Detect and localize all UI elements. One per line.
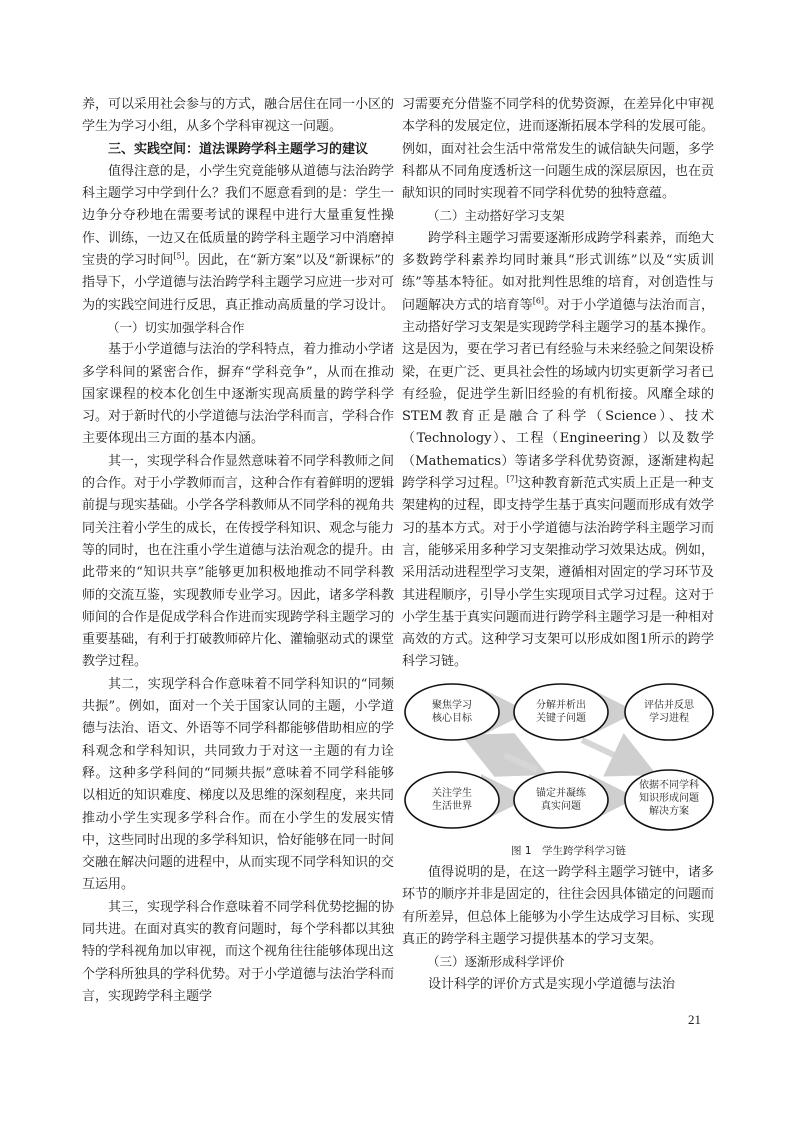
learning-chain-figure	[402, 680, 714, 836]
subsection-heading: （一）切实加强学科合作	[107, 319, 245, 335]
paragraph: 其三，实现学科合作意味着不同学科优势挖掘的协同共进。在面对真实的教育问题时，每个学科都以其独特的学科视角加以审视，而这个视角往往能够体现出这个学科所独具的学科优势。对于小学道德与法治学科而言，实现跨学科主题学	[82, 899, 395, 1004]
paragraph: 值得说明的是，在这一跨学科主题学习链中，诸多环节的顺序并非是固定的，往往会因具体锚定的问题而有所差异，但总体上能够为小学生达成学习目标、实现真正的跨学科主题学习提供基本的学习支架。	[402, 865, 715, 947]
figure-caption: 图 1 学生跨学科学习链	[510, 844, 627, 857]
paragraph: 养，可以采用社会参与的方式，融合居住在同一小区的学生为学习小组，从多个学科审视这一问题。	[82, 97, 395, 135]
paragraph: 习需要充分借鉴不同学科的优势资源，在差异化中审视本学科的发展定位，进而逐渐拓展本学科的发展可能。例如，面对社会生活中常常发生的诚信缺失问题，多学科都从不同角度透析这一问题生成的深层原因，也在贡献知识的同时实现着不同学科优势的独特意蕴。	[402, 97, 715, 202]
paragraph: 值得注意的是，小学生究竟能够从道德与法治跨学科主题学习中学到什么？我们不愿意看到的是：学生一边争分夺秒地在需要考试的课程中进行大量重复性操作、训练，一边又在低质量的跨学科主题学习中消磨掉宝贵的学习时间[5]。因此，在“新方案”以及“新课标”的指导下，小学道德与法治跨学科主题学习应进一步对可为的实践空间进行反思，真正推动高质量的学习设计。	[82, 163, 395, 313]
page-number: 21	[688, 1012, 701, 1027]
paragraph: 设计科学的评价方式是实现小学道德与法治	[428, 976, 676, 992]
right-column	[402, 94, 714, 996]
paragraph: 基于小学道德与法治的学科特点，着力推动小学诸多学科间的紧密合作，摒弃“学科竞争”，从而在推动国家课程的校本化创生中逐渐实现高质量的跨学科学习。对于新时代的小学道德与法治学科而言，学科合作主要体现出三方面的基本内涵。	[82, 342, 395, 447]
citation-ref[interactable]: [5]	[173, 251, 185, 261]
node-student-life: 关注学生 生活世界	[432, 787, 472, 812]
left-column	[82, 94, 394, 1008]
citation-ref[interactable]: [6]	[532, 296, 545, 306]
section-heading: 三、实践空间：道法课跨学科主题学习的建议	[108, 141, 369, 157]
subsection-heading: （二）主动搭好学习支架	[427, 208, 565, 224]
citation-ref[interactable]: [7]	[506, 474, 518, 484]
paragraph: 其一，实现学科合作显然意味着不同学科教师之间的合作。对于小学教师而言，这种合作有着鲜明的逻辑前提与现实基础。小学各学科教师从不同学科的视角共同关注着小学生的成长，在传授学科知识、观念与能力等的同时，也在注重小学生道德与法治观念的提升。由此带来的“知识共享”能够更加积极地推动不同学科教师的交流互鉴，实现教师专业学习。因此，诸多学科教师间的合作是促成学科合作进而实现跨学科主题学习的重要基础，有利于打破教师碎片化、灌输驱动式的课堂教学过程。	[82, 453, 395, 670]
node-sub-problems: 分解并析出 关键子问题	[536, 699, 586, 724]
node-real-problem: 锚定并凝练 真实问题	[536, 787, 586, 812]
node-evaluate-reflect: 评估并反思 学习进程	[644, 699, 694, 724]
paragraph: 其二，实现学科合作意味着不同学科知识的“同频共振”。例如，面对一个关于国家认同的主题，小学道德与法治、语文、外语等不同学科都能够借助相应的学科观念和学科知识，共同致力于对这一主题的有力诠释。这种多学科间的“同频共振”意味着不同学科能够以相近的知识难度、梯度以及思维的深刻程度，来共同推动小学生实现多学科合作。而在小学生的发展实情中，这些同时出现的多学科知识，恰好能够在同一时间交融在解决问题的进程中，从而实现不同学科知识的交互运用。	[82, 676, 395, 893]
node-core-goal: 聚焦学习 核心目标	[432, 699, 472, 724]
subsection-heading: （三）逐渐形成科学评价	[427, 954, 565, 970]
node-solution: 依据不同学科 知识形成问题 解决方案	[639, 780, 699, 818]
paragraph: 跨学科主题学习需要逐渐形成跨学科素养，而绝大多数跨学科素养均同时兼具“形式训练”以及“实质训练”等基本特征。如对批判性思维的培育，对创造性与问题解决方式的培育等[6]。对于小学道德与法治而言，主动搭好学习支架是实现跨学科主题学习的基本操作。这是因为，要在学习者已有经验与未来经验之间架设桥梁，在更广泛、更具社会性的场域内切实更新学习者已有经验，促进学生新旧经验的有机衔接。风靡全球的STEM教育正是融合了科学（Science）、技术（Technology）、工程（Engineering）以及数学（Mathematics）等诸多学科优势资源，逐渐建构起跨学科学习过程。[7]这种教育新范式实质上正是一种支架建构的过程，即支持学生基于真实问题而形成有效学习的基本方式。对于小学道德与法治跨学科主题学习而言，能够采用多种学习支架推动学习效果达成。例如，采用活动进程型学习支架，遵循相对固定的学习环节及其进程顺序，引导小学生实现项目式学习过程。这对于小学生基于真实问题而进行跨学科主题学习是一种相对高效的方式。这种学习支架可以形成如图1所示的跨学科学习链。	[402, 230, 715, 670]
